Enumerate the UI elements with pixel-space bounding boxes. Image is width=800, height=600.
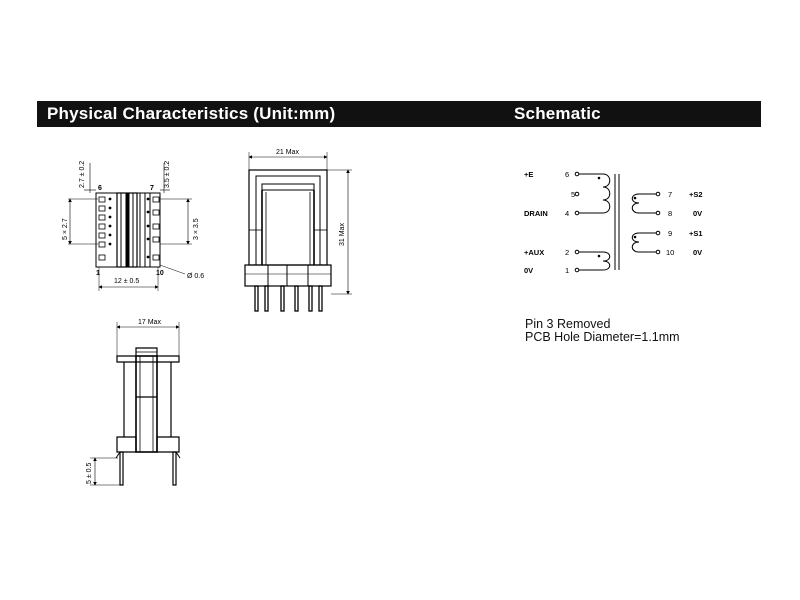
schematic-pin-5: 5 (571, 190, 576, 199)
schematic-label-plus-s2: +S2 (689, 190, 703, 199)
schematic-drawing (575, 172, 660, 272)
dim-side-height: 31 Max (339, 223, 346, 246)
dim-left-pitch: 5 × 2.7 (62, 218, 69, 240)
pin-label-7: 7 (150, 185, 154, 192)
side-view-drawing (245, 152, 352, 311)
bottom-view-drawing (90, 322, 180, 485)
schematic-pin-8: 8 (668, 209, 673, 218)
pin-label-10: 10 (156, 270, 164, 277)
schematic-label-0v-s2: 0V (693, 209, 703, 218)
physical-characteristics-title: Physical Characteristics (Unit:mm) (47, 104, 336, 123)
schematic-pin-9: 9 (668, 229, 673, 238)
schematic-label-aux: +AUX (524, 248, 545, 257)
dim-top-right: 3.5 ± 0.2 (164, 160, 171, 188)
dim-side-width: 21 Max (276, 149, 299, 156)
schematic-title: Schematic (514, 104, 601, 123)
dim-bottom-width: 17 Max (138, 319, 161, 326)
dim-pin-length: 5 ± 0.5 (86, 462, 93, 484)
front-view-drawing (68, 160, 192, 291)
schematic-label-drain: DRAIN (524, 209, 548, 218)
schematic-label-0v-s1: 0V (693, 248, 703, 257)
pin-label-1: 1 (96, 270, 100, 277)
schematic-label-plus-e: +E (524, 170, 534, 179)
schematic-pin-4: 4 (565, 209, 570, 218)
schematic-label-plus-s1: +S1 (689, 229, 703, 238)
schematic-label-0v-primary: 0V (524, 266, 534, 275)
note-pin-removed: Pin 3 Removed (525, 317, 611, 331)
schematic-pin-1: 1 (565, 266, 570, 275)
dim-right-pitch: 3 × 3.5 (193, 218, 200, 240)
schematic-pin-7: 7 (668, 190, 673, 199)
schematic-pin-6: 6 (565, 170, 570, 179)
dim-front-width: 12 ± 0.5 (114, 278, 140, 285)
schematic-pin-10: 10 (666, 248, 675, 257)
schematic-pin-2: 2 (565, 248, 570, 257)
pin-label-6: 6 (98, 185, 102, 192)
note-pcb-hole: PCB Hole Diameter=1.1mm (525, 330, 680, 344)
dim-pin-diameter: Ø 0.6 (187, 273, 205, 280)
dim-top-left: 2.7 ± 0.2 (79, 160, 86, 188)
